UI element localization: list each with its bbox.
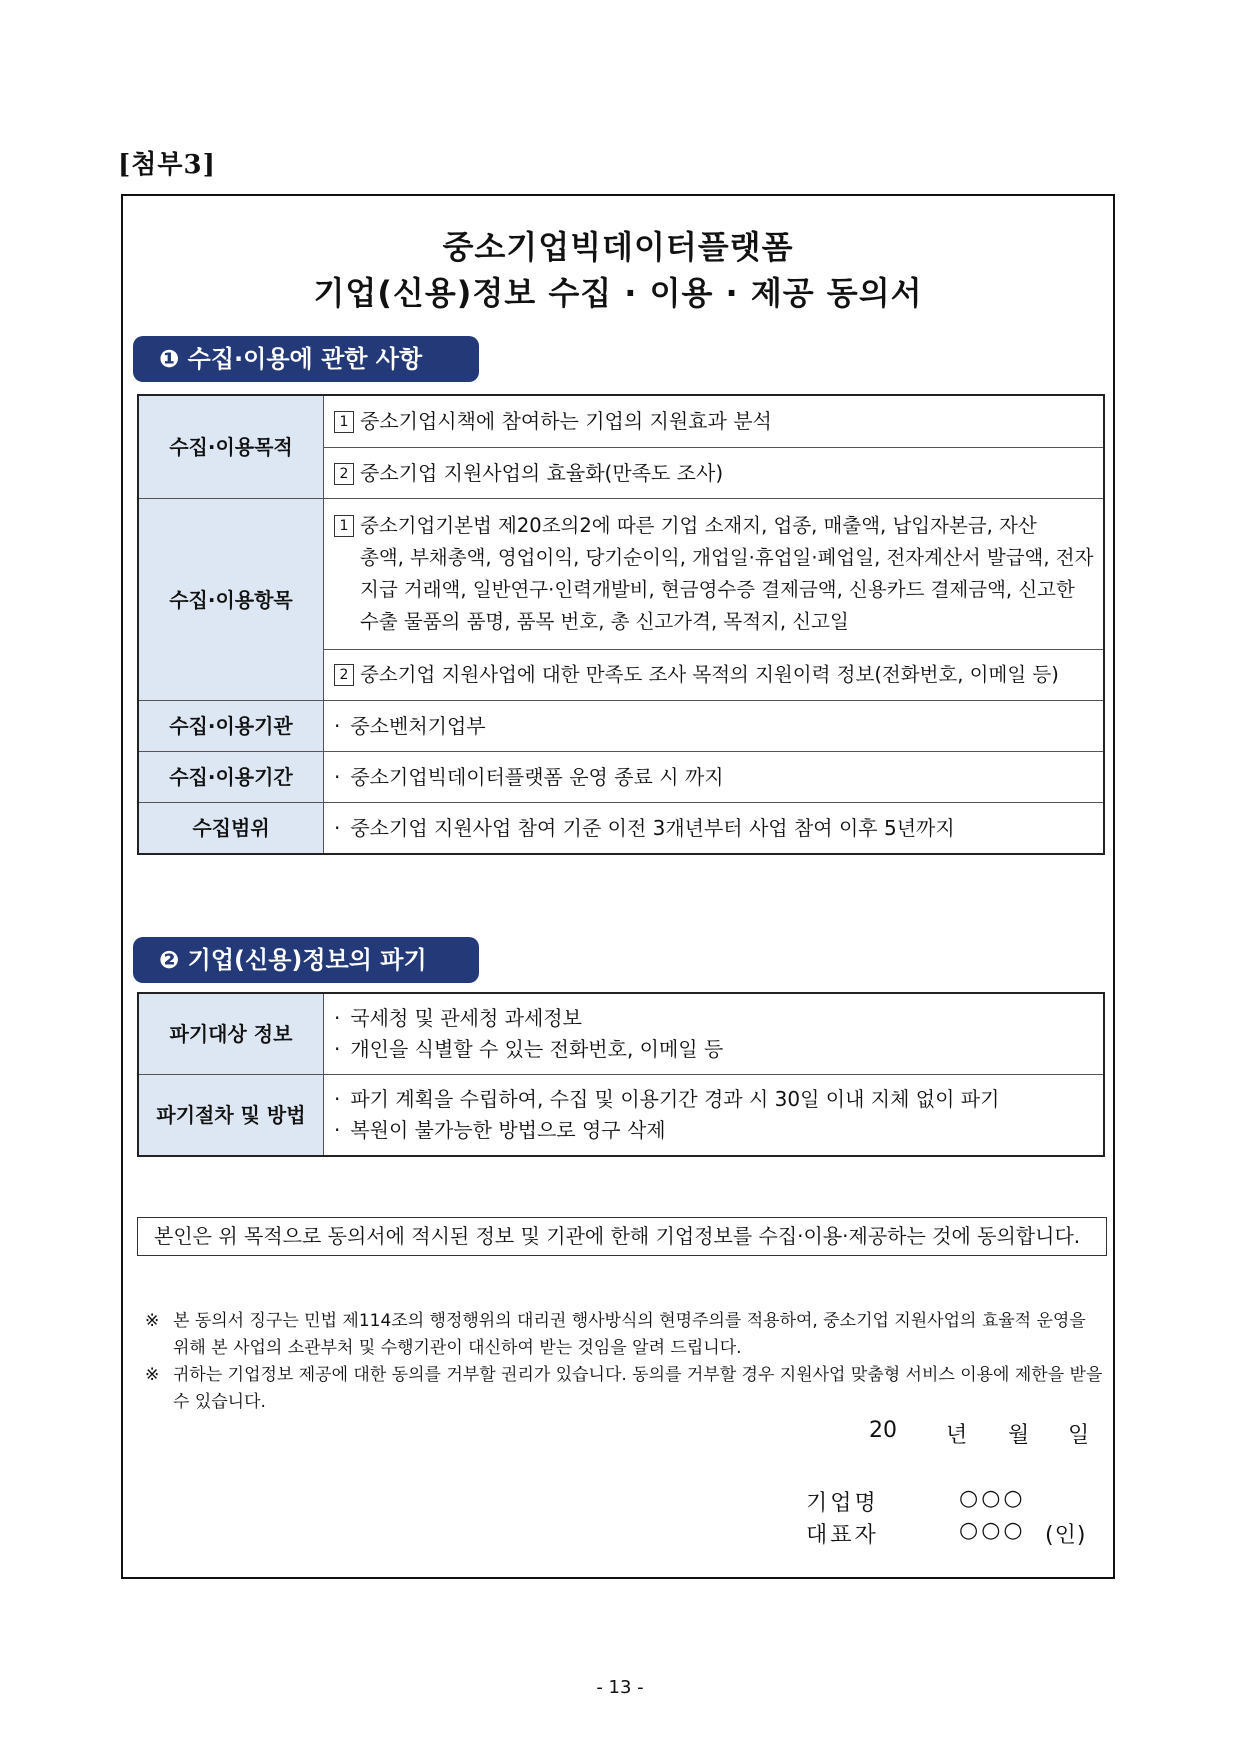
collection-use-table	[137, 394, 1105, 855]
target-bullet-2: 개인을 식별할 수 있는 전화번호, 이메일 등	[350, 1037, 724, 1061]
note-item	[145, 1362, 1105, 1416]
table-row	[138, 1075, 1104, 1157]
table-row	[138, 395, 1104, 447]
agency-text: 중소벤처기업부	[350, 714, 486, 738]
date-day-label: 일	[1068, 1423, 1090, 1448]
bullet: ·	[334, 1037, 341, 1061]
purpose-label: 수집·이용목적	[138, 395, 324, 499]
bullet-line	[334, 1115, 1095, 1146]
bullet: ·	[334, 816, 341, 840]
items-label: 수집·이용항목	[138, 499, 324, 701]
date-year-prefix: 20	[869, 1418, 897, 1443]
reference-mark-icon: ※	[145, 1365, 160, 1385]
bullet-line	[334, 1084, 1095, 1115]
form-title-line2: 기업(신용)정보 수집 · 이용 · 제공 동의서	[313, 274, 923, 312]
reference-mark-icon: ※	[145, 1311, 160, 1331]
note-item	[145, 1308, 1105, 1362]
number-box-icon: 2	[334, 463, 354, 485]
table-row	[138, 701, 1104, 752]
bullet: ·	[334, 714, 341, 738]
note-text: 본 동의서 징구는 민법 제114조의 행정행위의 대리권 행사방식의 현명주의를 적용하여, 중소기업 지원사업의 효율적 운영을 위해 본 사업의 소관부처 및 수행기관이 대신하여 받는 것임을 알려 드립니다.	[173, 1311, 1086, 1358]
purpose-item-1-text: 중소기업시책에 참여하는 기업의 지원효과 분석	[360, 409, 772, 434]
agreement-statement: 본인은 위 목적으로 동의서에 적시된 정보 및 기관에 한해 기업정보를 수집·이용·제공하는 것에 동의합니다.	[137, 1217, 1107, 1256]
table-row	[138, 803, 1104, 855]
number-box-icon: 1	[334, 515, 354, 537]
bullet-line	[334, 1034, 1095, 1065]
note-text: 귀하는 기업정보 제공에 대한 동의를 거부할 권리가 있습니다. 동의를 거부할 경우 지원사업 맞춤형 서비스 이용에 제한을 받을 수 있습니다.	[173, 1365, 1103, 1412]
consent-form-frame	[121, 194, 1115, 1579]
scope-text: 중소기업 지원사업 참여 기준 이전 3개년부터 사업 참여 이후 5년까지	[350, 816, 955, 840]
bullet: ·	[334, 765, 341, 789]
collected-item-1	[324, 499, 1105, 650]
bullet: ·	[334, 1006, 341, 1030]
purpose-item-2-text: 중소기업 지원사업의 효율화(만족도 조사)	[360, 460, 724, 485]
target-bullet-1: 국세청 및 관세청 과세정보	[350, 1006, 582, 1030]
table-row	[138, 993, 1104, 1075]
period-label: 수집·이용기간	[138, 752, 324, 803]
destruction-table	[137, 992, 1105, 1157]
destruction-target-label: 파기대상 정보	[138, 993, 324, 1075]
bullet: ·	[334, 1118, 341, 1142]
collected-item-1-line1: 중소기업기본법 제20조의2에 따른 기업 소재지, 업종, 매출액, 납입자본금, 자산	[360, 514, 1037, 537]
date-month-label: 월	[1008, 1423, 1030, 1448]
section1-heading: ❶ 수집·이용에 관한 사항	[133, 336, 479, 382]
seal-mark: (인)	[1045, 1523, 1087, 1548]
purpose-item-1	[324, 395, 1105, 447]
destruction-method-value	[324, 1075, 1105, 1157]
agency-value	[324, 701, 1105, 752]
attachment-label: [첨부3]	[118, 150, 216, 180]
collected-item-2-text: 중소기업 지원사업에 대한 만족도 조사 목적의 지원이력 정보(전화번호, 이메일 등)	[360, 663, 1059, 686]
purpose-item-2	[324, 447, 1105, 499]
destruction-method-label: 파기절차 및 방법	[138, 1075, 324, 1157]
collected-item-2	[324, 650, 1105, 701]
page-number: - 13 -	[596, 1677, 644, 1698]
table-row	[138, 499, 1104, 650]
destruction-target-value	[324, 993, 1105, 1075]
method-bullet-1: 파기 계획을 수립하여, 수집 및 이용기간 경과 시 30일 이내 지체 없이 파기	[350, 1087, 1000, 1111]
number-box-icon: 1	[334, 411, 354, 433]
company-name-value: ○○○	[959, 1486, 1026, 1511]
form-title-line1: 중소기업빅데이터플랫폼	[442, 228, 794, 266]
table-row	[138, 752, 1104, 803]
company-name-label: 기업명	[806, 1491, 879, 1516]
period-value	[324, 752, 1105, 803]
representative-value: ○○○	[959, 1518, 1026, 1543]
scope-label: 수집범위	[138, 803, 324, 855]
notes	[145, 1308, 1105, 1416]
number-box-icon: 2	[334, 664, 354, 686]
representative-label: 대표자	[806, 1523, 879, 1548]
scope-value	[324, 803, 1105, 855]
date-year-label: 년	[946, 1423, 968, 1448]
section2-heading: ❷ 기업(신용)정보의 파기	[133, 937, 479, 983]
bullet: ·	[334, 1087, 341, 1111]
period-text: 중소기업빅데이터플랫폼 운영 종료 시 까지	[350, 765, 724, 789]
agency-label: 수집·이용기관	[138, 701, 324, 752]
collected-item-1-rest: 총액, 부채총액, 영업이익, 당기순이익, 개업일·휴업일·폐업일, 전자계산서 발급액, 전자지급 거래액, 일반연구·인력개발비, 현금영수증 결제금액, 신용카드 결제금액, 신고한 수출 물품의 품명, 품목 번호, 총 신고가격, 목적지, 신고일	[360, 546, 1094, 633]
method-bullet-2: 복원이 불가능한 방법으로 영구 삭제	[350, 1118, 666, 1142]
bullet-line	[334, 1003, 1095, 1034]
